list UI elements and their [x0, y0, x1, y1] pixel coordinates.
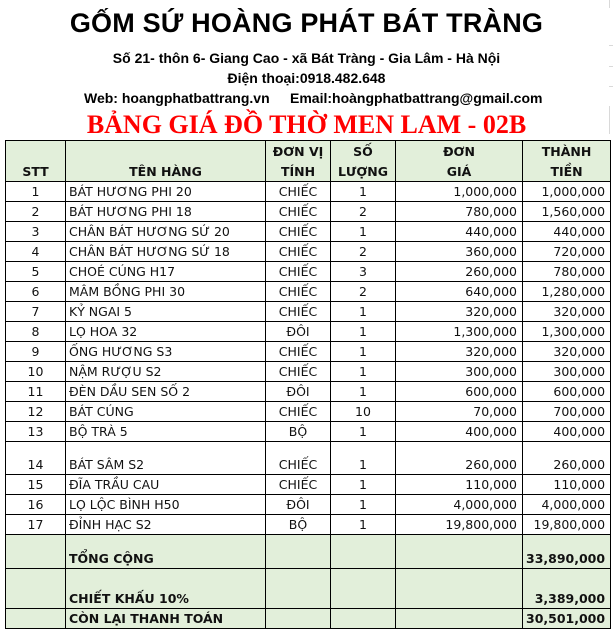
col-header-stt: STT: [6, 141, 66, 182]
col-header-price-line2: GIÁ: [396, 161, 523, 182]
total-value: 33,890,000: [523, 535, 611, 569]
cell-stt: 11: [6, 382, 66, 402]
cell-stt: 6: [6, 282, 66, 302]
header-row-1: [6, 141, 611, 162]
summary-empty: [396, 609, 523, 629]
cell-stt: 17: [6, 515, 66, 535]
summary-empty: [6, 569, 66, 609]
table-row: [6, 342, 611, 362]
col-header-qty-line1: SỐ: [331, 141, 396, 162]
cell-stt: 9: [6, 342, 66, 362]
cell-price: 70,000: [396, 402, 523, 422]
cell-unit: CHIẾC: [266, 222, 331, 242]
cell-total: 1,300,000: [523, 322, 611, 342]
cell-name: CHOÉ CÚNG H17: [66, 262, 266, 282]
cell-total: 780,000: [523, 262, 611, 282]
cell-unit: ĐÔI: [266, 322, 331, 342]
table-row: [6, 382, 611, 402]
cell-unit: CHIẾC: [266, 282, 331, 302]
cell-price: 260,000: [396, 262, 523, 282]
cell-qty: 1: [331, 182, 396, 202]
cell-unit: CHIẾC: [266, 202, 331, 222]
cell-name: NẬM RƯỢU S2: [66, 362, 266, 382]
cell-unit: CHIẾC: [266, 362, 331, 382]
table-row: [6, 402, 611, 422]
cell-stt: 13: [6, 422, 66, 442]
cell-total: 260,000: [523, 442, 611, 475]
cell-name: ĐĨA TRẦU CAU: [66, 475, 266, 495]
cell-total: 320,000: [523, 302, 611, 322]
cell-name: CHÂN BÁT HƯƠNG SỨ 20: [66, 222, 266, 242]
cell-unit: BỘ: [266, 422, 331, 442]
cell-total: 1,560,000: [523, 202, 611, 222]
cell-name: BỘ TRÀ 5: [66, 422, 266, 442]
cell-name: BÁT HƯƠNG PHI 18: [66, 202, 266, 222]
cell-name: LỌ HOA 32: [66, 322, 266, 342]
cell-price: 400,000: [396, 422, 523, 442]
cell-total: 1,000,000: [523, 182, 611, 202]
cell-price: 1,000,000: [396, 182, 523, 202]
cell-stt: 7: [6, 302, 66, 322]
col-header-total-line1: THÀNH: [523, 141, 611, 162]
cell-qty: 10: [331, 402, 396, 422]
cell-price: 19,800,000: [396, 515, 523, 535]
cell-total: 320,000: [523, 342, 611, 362]
company-address: Số 21- thôn 6- Giang Cao - xã Bát Tràng - Gia Lâm - Hà Nội: [112, 50, 501, 66]
cell-unit: BỘ: [266, 515, 331, 535]
summary-empty: [396, 569, 523, 609]
cell-price: 600,000: [396, 382, 523, 402]
cell-stt: 5: [6, 262, 66, 282]
table-row: [6, 515, 611, 535]
cell-total: 440,000: [523, 222, 611, 242]
cell-qty: 2: [331, 202, 396, 222]
cell-total: 300,000: [523, 362, 611, 382]
discount-label: CHIẾT KHẤU 10%: [66, 569, 266, 609]
cell-qty: 1: [331, 495, 396, 515]
total-label: TỔNG CỘNG: [66, 535, 266, 569]
cell-price: 4,000,000: [396, 495, 523, 515]
remaining-label: CÒN LẠI THANH TOÁN: [66, 609, 266, 629]
table-row: [6, 182, 611, 202]
col-header-qty-line2: LƯỢNG: [331, 161, 396, 182]
cell-price: 110,000: [396, 475, 523, 495]
cell-qty: 2: [331, 282, 396, 302]
cell-qty: 1: [331, 342, 396, 362]
cell-name: KỶ NGAI 5: [66, 302, 266, 322]
cell-name: MÂM BỒNG PHI 30: [66, 282, 266, 302]
summary-row-remaining: [6, 609, 611, 629]
price-table: [5, 140, 611, 629]
table-row: [6, 282, 611, 302]
cell-qty: 1: [331, 422, 396, 442]
summary-empty: [6, 535, 66, 569]
cell-unit: CHIẾC: [266, 475, 331, 495]
col-header-unit-line2: TÍNH: [266, 161, 331, 182]
cell-price: 320,000: [396, 342, 523, 362]
table-row: [6, 362, 611, 382]
remaining-value: 30,501,000: [523, 609, 611, 629]
cell-price: 300,000: [396, 362, 523, 382]
cell-unit: CHIẾC: [266, 342, 331, 362]
cell-qty: 1: [331, 362, 396, 382]
cell-total: 700,000: [523, 402, 611, 422]
cell-stt: 2: [6, 202, 66, 222]
cell-unit: ĐÔI: [266, 382, 331, 402]
table-row: [6, 322, 611, 342]
cell-unit: CHIẾC: [266, 402, 331, 422]
cell-price: 640,000: [396, 282, 523, 302]
summary-row-discount: [6, 569, 611, 609]
company-email: Email:hoàngphatbattrang@gmail.com: [290, 90, 543, 106]
cell-unit: CHIẾC: [266, 302, 331, 322]
cell-qty: 1: [331, 475, 396, 495]
cell-qty: 1: [331, 515, 396, 535]
cell-total: 720,000: [523, 242, 611, 262]
cell-qty: 1: [331, 302, 396, 322]
cell-stt: 16: [6, 495, 66, 515]
cell-stt: 4: [6, 242, 66, 262]
cell-price: 320,000: [396, 302, 523, 322]
company-phone: Điện thoại:0918.482.648: [227, 70, 386, 86]
cell-stt: 12: [6, 402, 66, 422]
cell-price: 440,000: [396, 222, 523, 242]
cell-name: LỌ LỘC BÌNH H50: [66, 495, 266, 515]
cell-qty: 1: [331, 382, 396, 402]
price-list-title: BẢNG GIÁ ĐỒ THỜ MEN LAM - 02B: [86, 110, 527, 139]
summary-empty: [331, 609, 396, 629]
cell-qty: 3: [331, 262, 396, 282]
cell-unit: CHIẾC: [266, 442, 331, 475]
company-website: Web: hoangphatbattrang.vn: [84, 90, 270, 106]
cell-name: BÁT SÂM S2: [66, 442, 266, 475]
cell-name: BÁT CÚNG: [66, 402, 266, 422]
table-row: [6, 302, 611, 322]
sheet-gridline: [609, 45, 613, 46]
table-row: [6, 222, 611, 242]
cell-price: 260,000: [396, 442, 523, 475]
cell-name: ĐỈNH HẠC S2: [66, 515, 266, 535]
discount-value: 3,389,000: [523, 569, 611, 609]
cell-stt: 1: [6, 182, 66, 202]
table-row: [6, 202, 611, 222]
cell-price: 1,300,000: [396, 322, 523, 342]
cell-name: ỐNG HƯƠNG S3: [66, 342, 266, 362]
summary-empty: [266, 609, 331, 629]
cell-total: 600,000: [523, 382, 611, 402]
cell-total: 4,000,000: [523, 495, 611, 515]
sheet-gridline: [609, 66, 613, 67]
table-row: [6, 495, 611, 515]
summary-empty: [266, 535, 331, 569]
cell-stt: 3: [6, 222, 66, 242]
summary-empty: [331, 535, 396, 569]
table-row: [6, 422, 611, 442]
col-header-name: TÊN HÀNG: [66, 141, 266, 182]
col-header-unit-line1: ĐƠN VỊ: [266, 141, 331, 162]
cell-total: 110,000: [523, 475, 611, 495]
cell-total: 19,800,000: [523, 515, 611, 535]
cell-stt: 10: [6, 362, 66, 382]
cell-name: BÁT HƯƠNG PHI 20: [66, 182, 266, 202]
cell-name: ĐÈN DẦU SEN SỐ 2: [66, 382, 266, 402]
summary-row-total: [6, 535, 611, 569]
table-row: [6, 442, 611, 475]
sheet-gridline: [609, 86, 613, 87]
cell-total: 1,280,000: [523, 282, 611, 302]
company-name: GỐM SỨ HOÀNG PHÁT BÁT TRÀNG: [69, 8, 544, 38]
summary-empty: [6, 609, 66, 629]
cell-unit: CHIẾC: [266, 262, 331, 282]
cell-price: 780,000: [396, 202, 523, 222]
cell-qty: 1: [331, 222, 396, 242]
summary-empty: [331, 569, 396, 609]
cell-qty: 2: [331, 242, 396, 262]
cell-unit: CHIẾC: [266, 182, 331, 202]
table-row: [6, 262, 611, 282]
summary-empty: [396, 535, 523, 569]
cell-stt: 8: [6, 322, 66, 342]
cell-unit: CHIẾC: [266, 242, 331, 262]
col-header-price-line1: ĐƠN: [396, 141, 523, 162]
summary-empty: [266, 569, 331, 609]
table-row: [6, 242, 611, 262]
cell-price: 360,000: [396, 242, 523, 262]
cell-stt: 15: [6, 475, 66, 495]
col-header-total-line2: TIỀN: [523, 161, 611, 182]
cell-qty: 1: [331, 442, 396, 475]
cell-total: 400,000: [523, 422, 611, 442]
sheet-gridline: [609, 0, 610, 8]
cell-unit: ĐÔI: [266, 495, 331, 515]
cell-name: CHÂN BÁT HƯƠNG SỨ 18: [66, 242, 266, 262]
cell-stt: 14: [6, 442, 66, 475]
table-row: [6, 475, 611, 495]
cell-qty: 1: [331, 322, 396, 342]
